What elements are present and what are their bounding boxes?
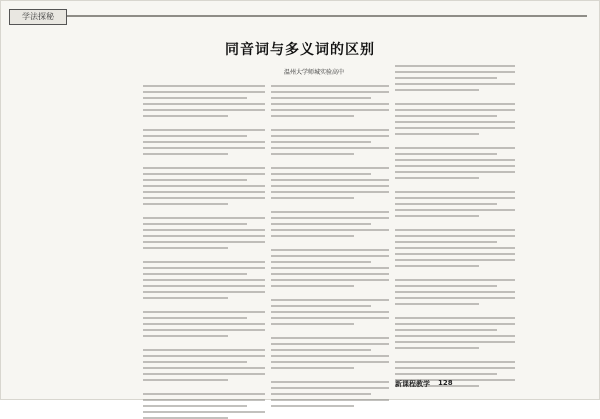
- article-title: 同音词与多义词的区别: [225, 42, 375, 58]
- page-footer: [395, 379, 587, 389]
- text-column-right: [395, 65, 515, 385]
- text-column-middle: [271, 85, 389, 405]
- page-number: 128: [438, 379, 453, 387]
- author-line: 温州大学师城实验高中: [283, 69, 344, 76]
- text-column-left: [143, 85, 265, 405]
- journal-name: 新课程教学: [395, 380, 430, 388]
- section-label: 学法探秘: [9, 9, 67, 25]
- header-rule: [67, 15, 587, 17]
